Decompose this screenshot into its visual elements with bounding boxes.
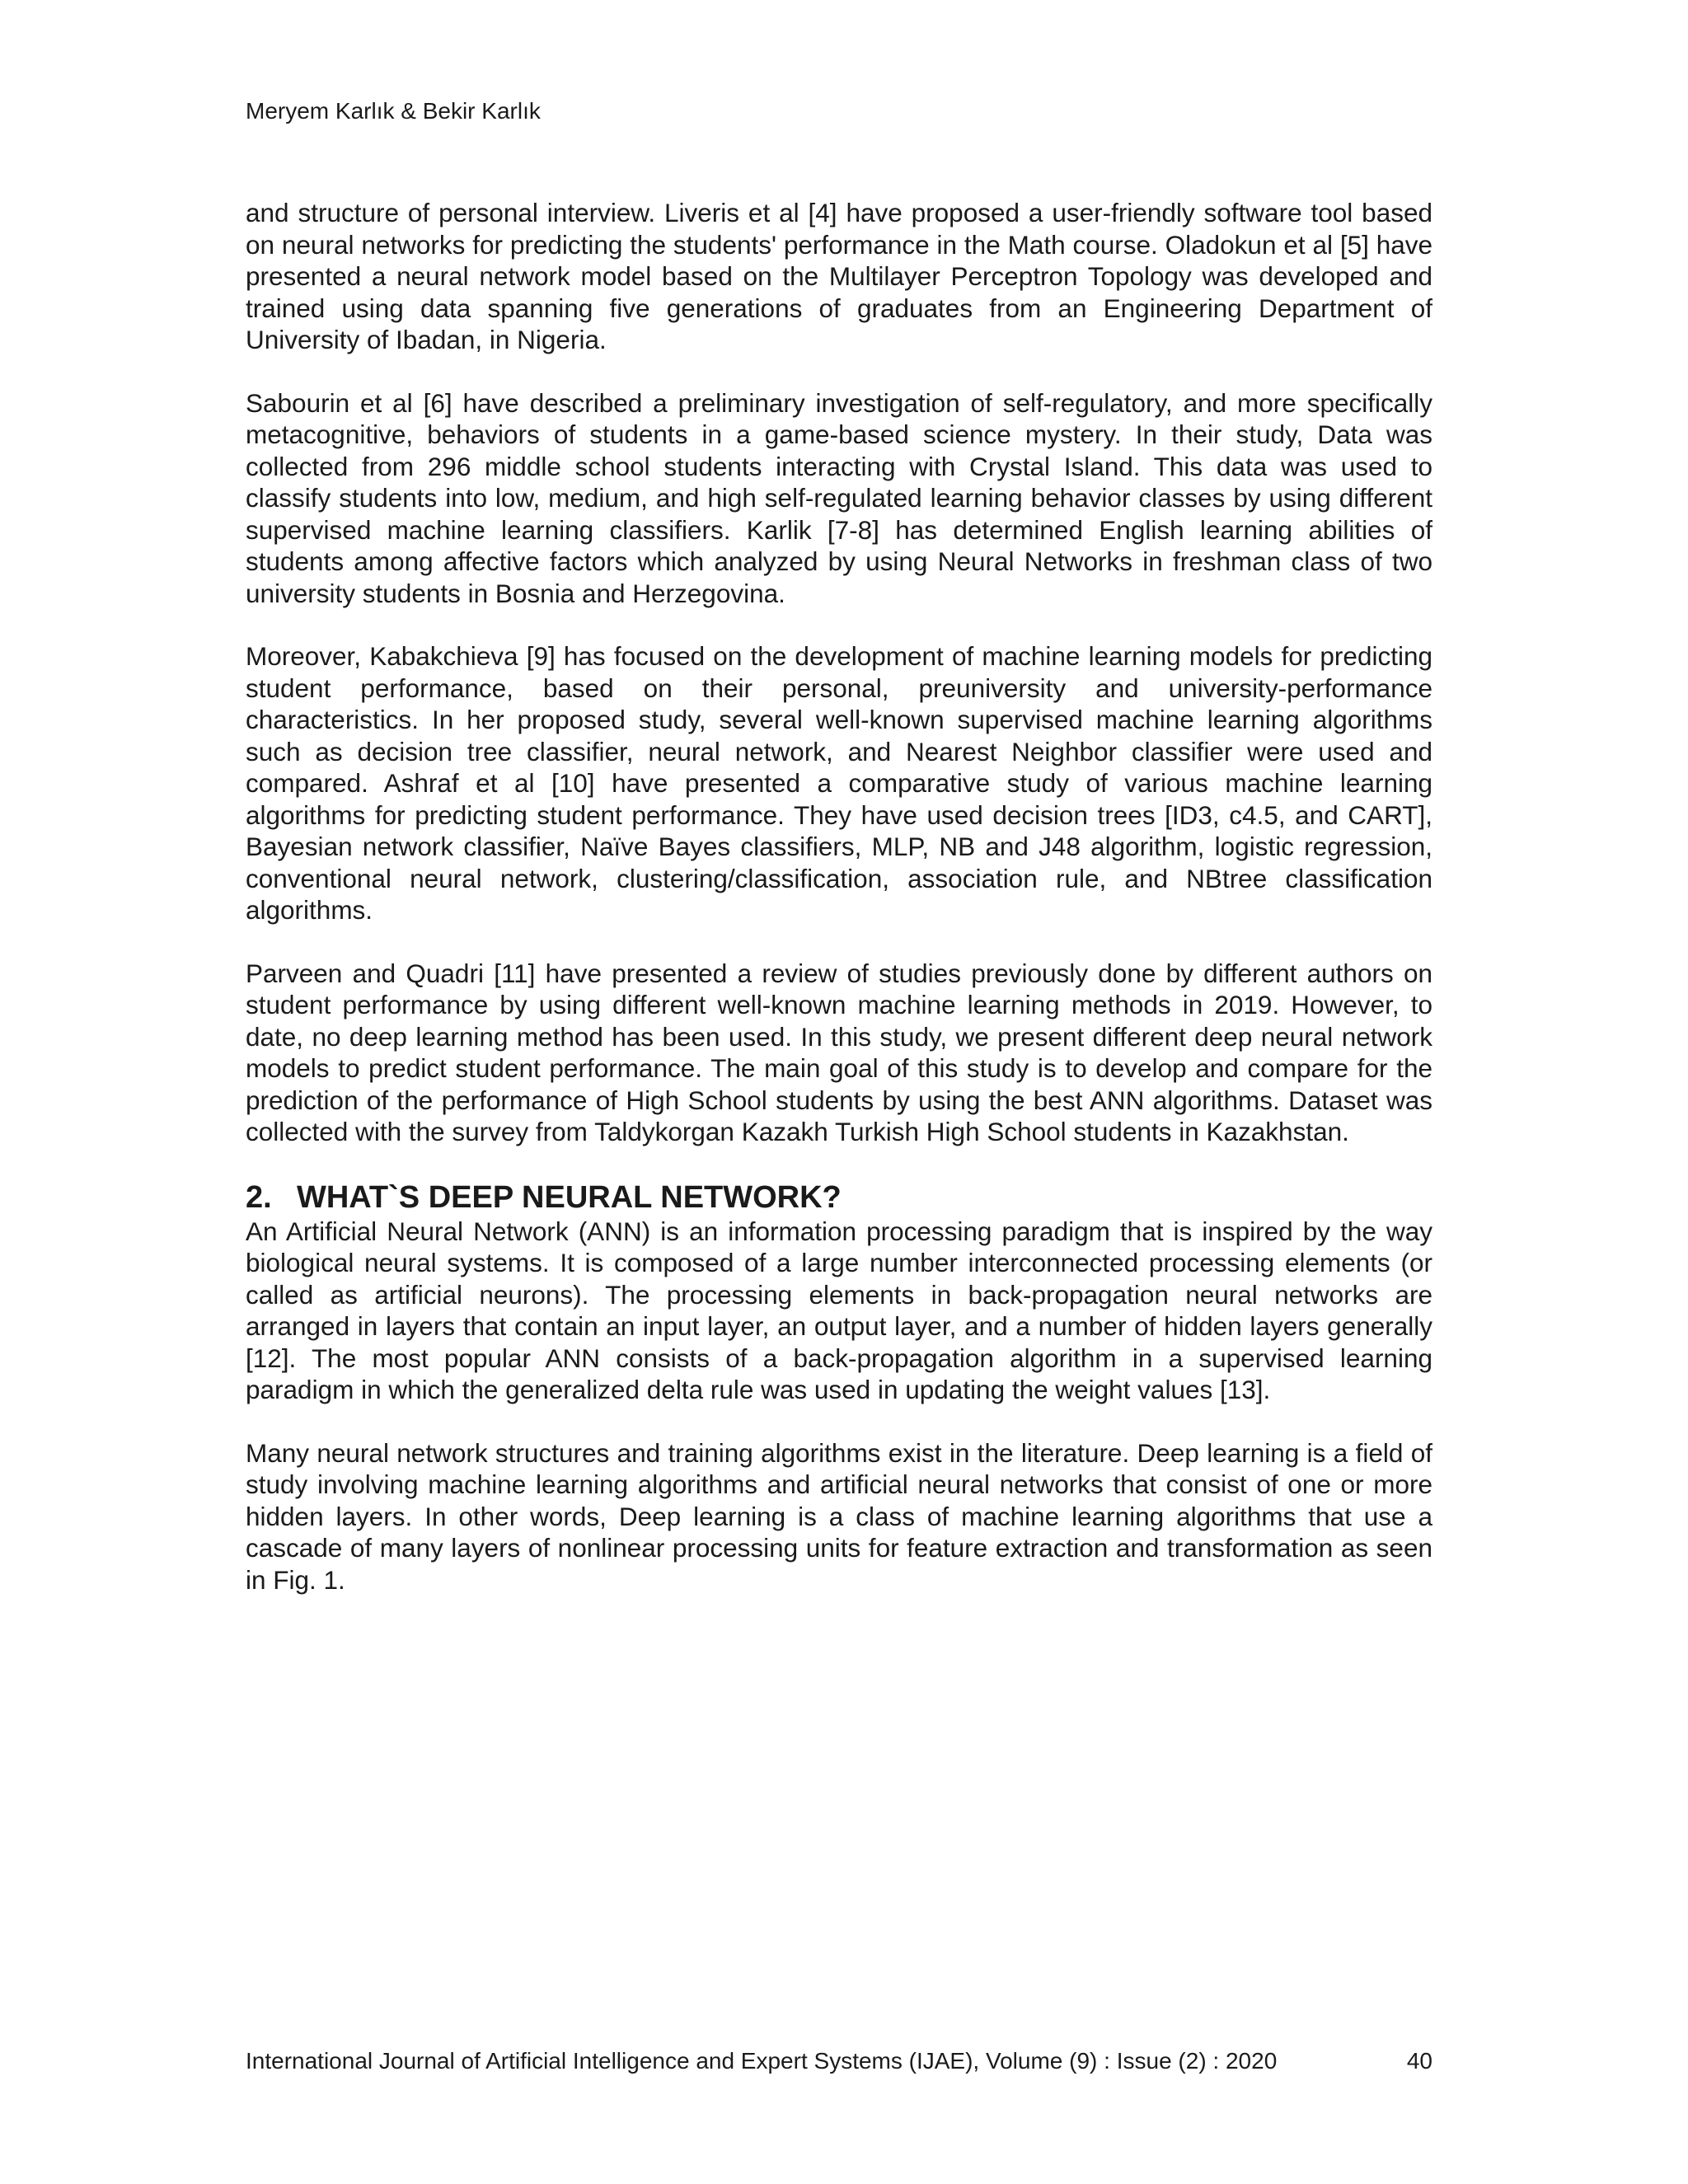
footer-journal-citation: International Journal of Artificial Intelligence and Expert Systems (IJAE), Volume (9) : Issue (2) : 2020 xyxy=(246,2048,1278,2074)
paragraph-5: An Artificial Neural Network (ANN) is an information processing paradigm that is inspired by the way biological neural systems. It is composed of a large number interconnected processing elements (or called as artificial neurons). The processing elements in back-propagation neural networks are arranged in layers that contain an input layer, an output layer, and a number of hidden layers generally [12]. The most popular ANN consists of a back-propagation algorithm in a supervised learning paradigm in which the generalized delta rule was used in updating the weight values [13]. xyxy=(246,1216,1432,1404)
footer-page-number: 40 xyxy=(1406,2048,1432,2074)
section-number: 2. xyxy=(246,1179,272,1215)
paragraph-4: Parveen and Quadri [11] have presented a review of studies previously done by different authors on student performance by using different well-known machine learning methods in 2019. However, to date, no deep learning method has been used. In this study, we present different deep neural network models to predict student performance. The main goal of this study is to develop and compare for the prediction of the performance of High School students by using the best ANN algorithms. Dataset was collected with the survey from Taldykorgan Kazakh Turkish High School students in Kazakhstan. xyxy=(246,958,1432,1146)
running-head-authors: Meryem Karlık & Bekir Karlık xyxy=(246,98,541,124)
paragraph-1: and structure of personal interview. Liveris et al [4] have proposed a user-friendly software tool based on neural networks for predicting the students' performance in the Math course. Oladokun et al [5] have presented a neural network model based on the Multilayer Perceptron Topology was developed and trained using data spanning five generations of graduates from an Engineering Department of University of Ibadan, in Nigeria. xyxy=(246,198,1432,354)
section-heading xyxy=(246,1179,1432,1216)
paragraph-2: Sabourin et al [6] have described a preliminary investigation of self-regulatory, and more specifically metacognitive, behaviors of students in a game-based science mystery. In their study, Data was collected from 296 middle school students interacting with Crystal Island. This data was used to classify students into low, medium, and high self-regulated learning behavior classes by using different supervised machine learning classifiers. Karlik [7-8] has determined English learning abilities of students among affective factors which analyzed by using Neural Networks in freshman class of two university students in Bosnia and Herzegovina. xyxy=(246,387,1432,608)
section-title: WHAT`S DEEP NEURAL NETWORK? xyxy=(297,1179,842,1215)
paragraph-6: Many neural network structures and training algorithms exist in the literature. Deep learning is a field of study involving machine learning algorithms and artificial neural networks that consist of one or more hidden layers. In other words, Deep learning is a class of machine learning algorithms that use a cascade of many layers of nonlinear processing units for feature extraction and transformation as seen in Fig. 1. xyxy=(246,1437,1432,1595)
main-content xyxy=(246,197,1432,1627)
paragraph-3: Moreover, Kabakchieva [9] has focused on the development of machine learning models for predicting student performance, based on their personal, preuniversity and university-performance characteristics. In her proposed study, several well-known supervised machine learning algorithms such as decision tree classifier, neural network, and Nearest Neighbor classifier were used and compared. Ashraf et al [10] have presented a comparative study of various machine learning algorithms for predicting student performance. They have used decision trees [ID3, c4.5, and CART], Bayesian network classifier, Naïve Bayes classifiers, MLP, NB and J48 algorithm, logistic regression, conventional neural network, clustering/classification, association rule, and NBtree classification algorithms. xyxy=(246,641,1432,925)
